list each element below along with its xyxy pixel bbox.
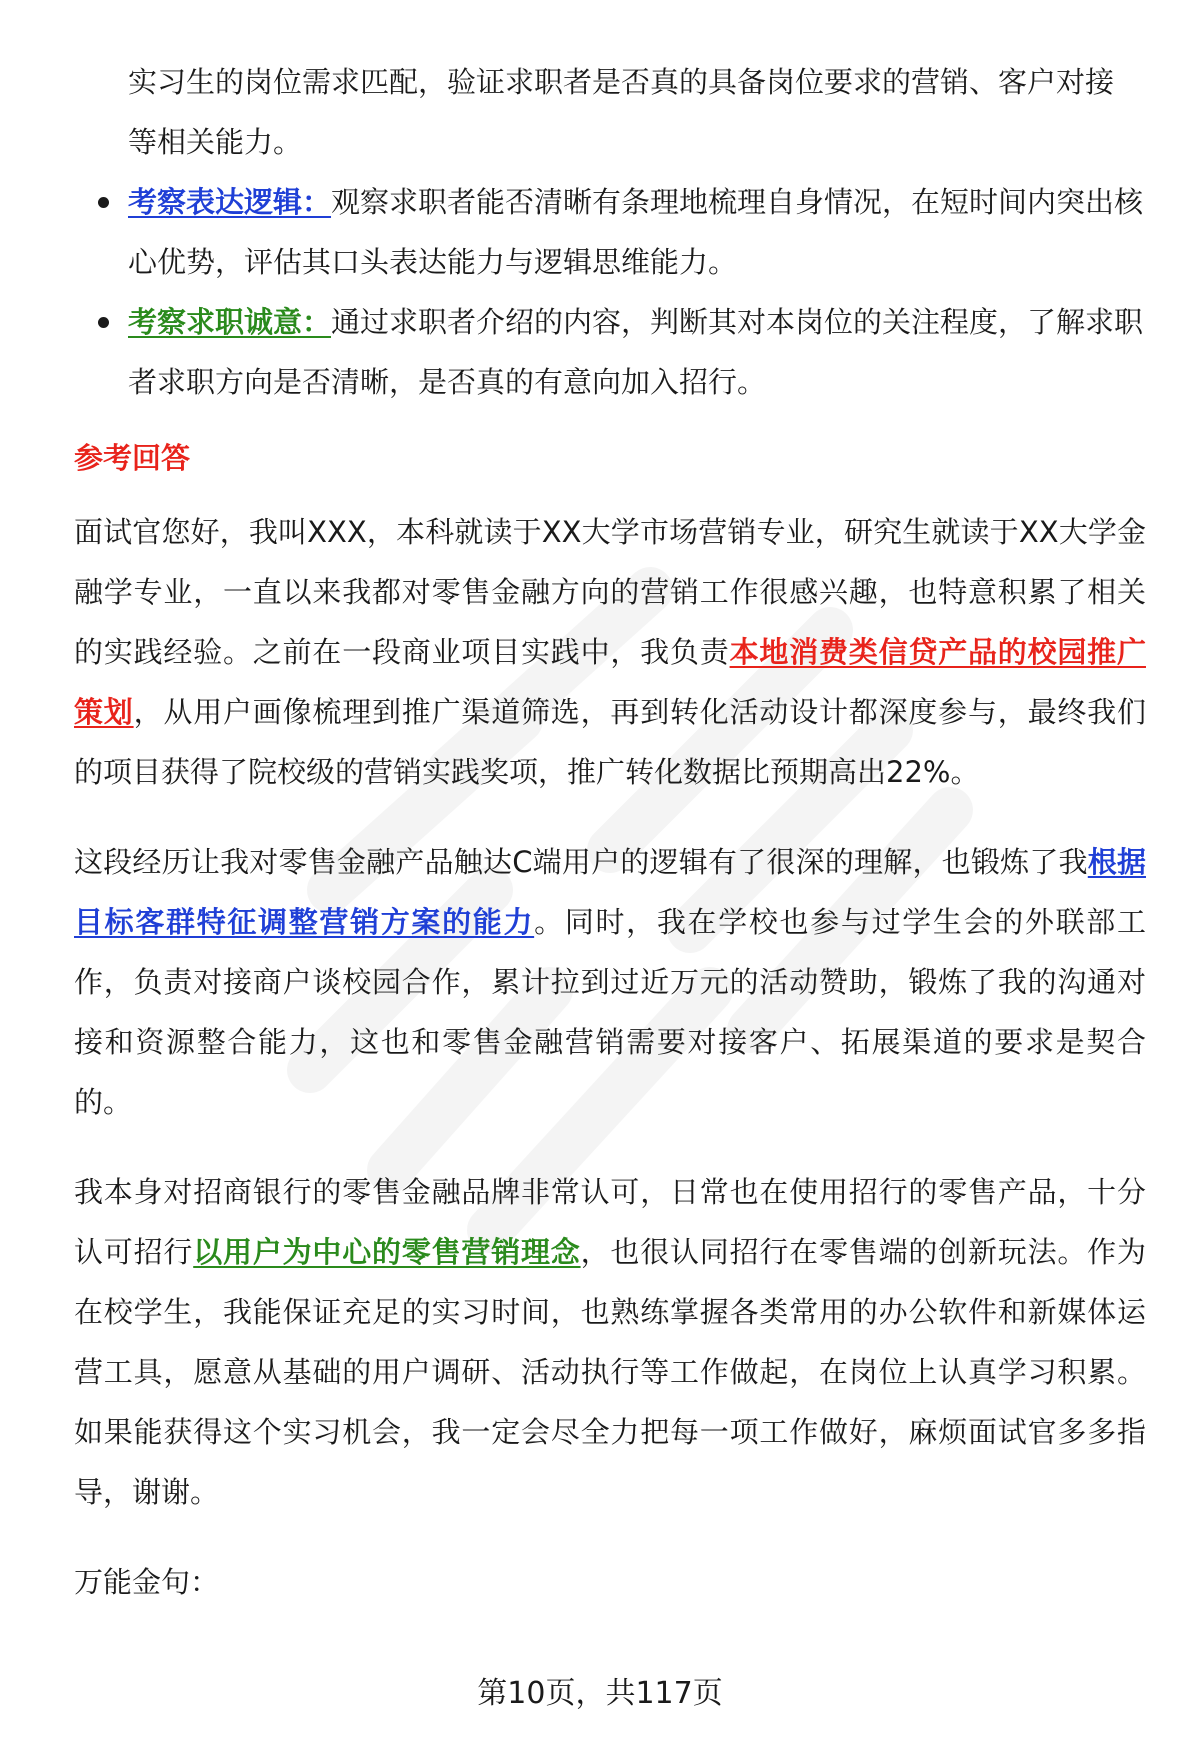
document-body [74,52,1146,1612]
answer-paragraph-1 [74,502,1146,802]
paragraph-text: ，也很认同招行在零售端的创新玩法。作为在校学生，我能保证充足的实习时间，也熟练掌握各类常用的办公软件和新媒体运营工具，愿意从基础的用户调研、活动执行等工作做起，在岗位上认真学习积累。如果能获得这个实习机会，我一定会尽全力把每一项工作做好，麻烦面试官多多指导，谢谢。 [74,1235,1146,1509]
continued-text-line: 实习生的岗位需求匹配，验证求职者是否真的具备岗位要求的营销、客户对接 [128,65,1115,99]
bullet-label: 考察求职诚意： [128,305,332,339]
bullet-list [74,172,1146,412]
highlight-blue: 根据目标客群特征调整营销方案的能力 [74,845,1146,939]
answer-paragraph-2 [74,832,1146,1132]
bullet-text: 观察求职者能否清晰有条理地梳理自身情况，在短时间内突出核心优势，评估其口头表达能力与逻辑思维能力。 [128,185,1144,279]
section-heading: 参考回答 [74,441,191,475]
list-item [74,292,1146,412]
paragraph-text: 面试官您好，我叫XXX，本科就读于XX大学市场营销专业，研究生就读于XX大学金融学专业，一直以来我都对零售金融方向的营销工作很感兴趣，也特意积累了相关的实践经验。之前在一段商业项目实践中，我负责 [74,515,1146,669]
bullet-dot-icon [98,317,109,328]
paragraph-text: 。同时，我在学校也参与过学生会的外联部工作，负责对接商户谈校园合作，累计拉到过近万元的活动赞助，锻炼了我的沟通对接和资源整合能力，这也和零售金融营销需要对接客户、拓展渠道的要求是契合的。 [74,905,1146,1119]
paragraph-text: 我本身对招商银行的零售金融品牌非常认可，日常也在使用招行的零售产品，十分认可招行 [74,1175,1146,1269]
bullet-dot-icon [98,197,109,208]
golden-sentence-label: 万能金句： [74,1565,220,1599]
paragraph-text: ，从用户画像梳理到推广渠道筛选，再到转化活动设计都深度参与，最终我们的项目获得了院校级的营销实践奖项，推广转化数据比预期高出22%。 [74,695,1146,789]
bullet-text: 通过求职者介绍的内容，判断其对本岗位的关注程度，了解求职者求职方向是否清晰，是否真的有意向加入招行。 [128,305,1144,399]
highlight-red: 本地消费类信贷产品的校园推广策划 [74,635,1146,729]
page-number-footer: 第10页，共117页 [477,1676,723,1711]
highlight-green: 以用户为中心的零售营销理念 [193,1235,581,1269]
list-item [74,172,1146,292]
continued-text-line: 等相关能力。 [128,125,303,159]
paragraph-text: 这段经历让我对零售金融产品触达C端用户的逻辑有了很深的理解，也锻炼了我 [74,845,1088,879]
answer-paragraph-3 [74,1162,1146,1522]
bullet-label: 考察表达逻辑： [128,185,332,219]
